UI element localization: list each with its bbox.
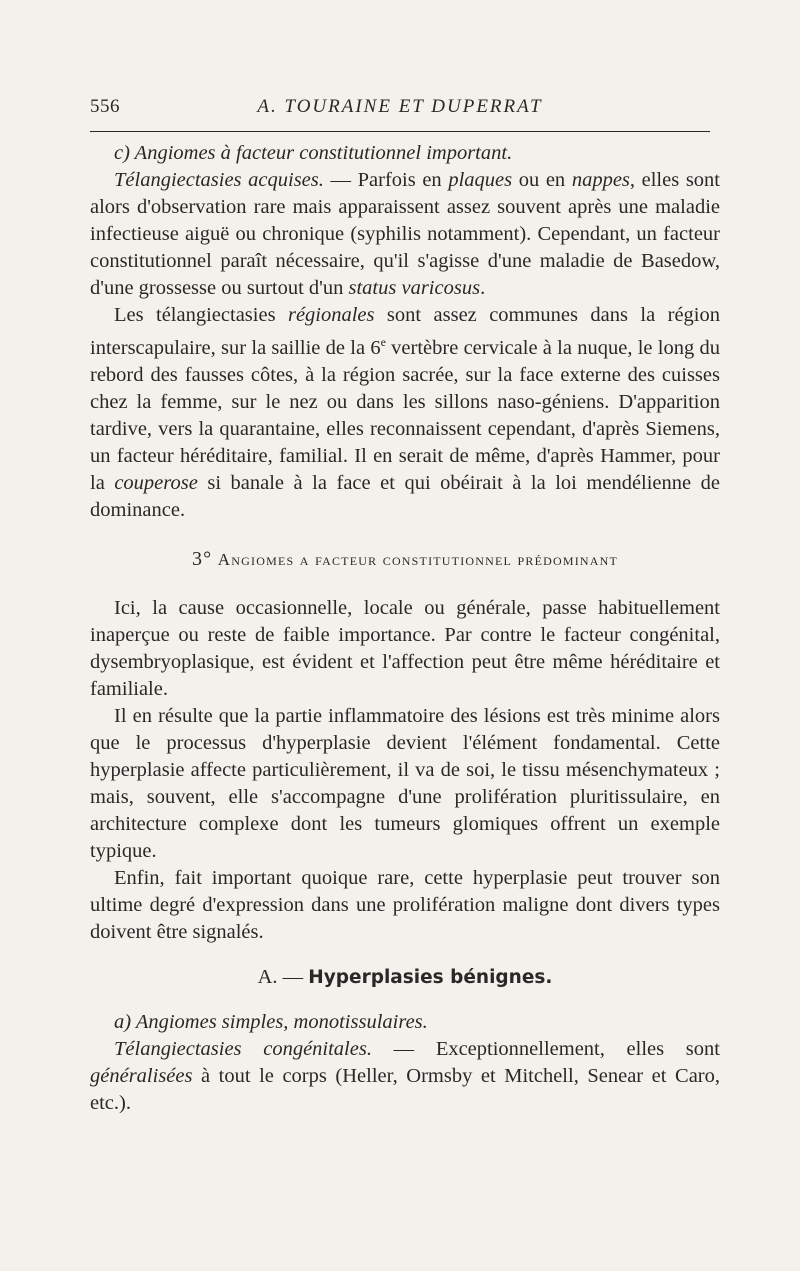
page-number: 556 <box>90 96 120 117</box>
subheading-a-text: a) Angiomes simples, monotissulaires. <box>114 1010 428 1033</box>
subheading-a <box>90 1009 720 1036</box>
section-heading-3 <box>90 546 720 573</box>
paragraph-telangiectasies-congenitales <box>90 1036 720 1117</box>
running-title: A. TOURAINE ET DUPERRAT <box>257 96 543 117</box>
term-status-varicosus: status varicosus <box>348 277 481 299</box>
term-plaques: plaques <box>448 169 513 191</box>
text-run: . <box>480 277 486 299</box>
text-run: sont assez communes dans la région interscapulaire, sur la saillie de la 6 <box>90 304 720 359</box>
paragraph-proliferation: Enfin, fait important quoique rare, cette hyperplasie peut trouver son ultime degré d'expression dans une prolifération maligne dont divers types doivent être signalés. <box>90 866 720 943</box>
paragraph-cause: Ici, la cause occasionnelle, locale ou générale, passe habituellement inaperçue ou reste de faible importance. Par contre le facteur congénital, dysembryoplasique, est évident et l'affection peut être même héréditaire et familiale. <box>90 596 720 700</box>
section-title: Angiomes a facteur constitutionnel prédominant <box>217 549 619 569</box>
text-run: si banale à la face et qui obéirait à la loi mendélienne de dominance. <box>90 471 721 521</box>
subsection-letter: A. — <box>257 965 309 988</box>
term-telangiectasies-acquises: Télangiectasies acquises. <box>114 169 324 191</box>
term-couperose: couperose <box>114 471 198 494</box>
section-number: 3° <box>191 547 213 570</box>
paragraph-telangiectasies-acquises <box>90 167 720 302</box>
subheading-c <box>90 140 720 167</box>
paragraph-telangiectasies-regionales <box>90 302 720 524</box>
text-run: à tout le corps (Heller, Ormsby et Mitchell, Senear et Caro, etc.). <box>90 1064 720 1114</box>
page-header <box>90 96 710 118</box>
term-telangiectasies-congenitales: Télangiectasies congénitales. <box>114 1037 372 1060</box>
subheading-c-text: c) Angiomes à facteur constitutionnel important. <box>114 142 513 164</box>
text-run: Les télangiectasies <box>114 304 288 326</box>
text-run: — Exceptionnellement, elles sont <box>371 1037 720 1060</box>
header-rule <box>90 131 710 132</box>
subsection-heading-a <box>90 964 720 991</box>
page-body <box>90 140 720 1117</box>
term-generalisees: généralisées <box>90 1064 193 1087</box>
text-run: ou en <box>512 169 572 191</box>
term-regionales: régionales <box>287 304 375 326</box>
text-run: — Parfois en <box>323 169 449 191</box>
term-nappes: nappes <box>571 169 630 191</box>
paragraph-hyperplasie: Il en résulte que la partie inflammatoire des lésions est très minime alors que le processus d'hyperplasie devient l'élément fondamental. Cette hyperplasie affecte particulièrement, il va de soi, le tissu mésenchymateux ; mais, souvent, elle s'accompagne d'une prolifération pluritissulaire, en architecture complexe dont les tumeurs glomiques offrent un exemple typique. <box>90 704 720 862</box>
superscript-e: e <box>380 335 386 349</box>
text-run: , elles sont alors d'observation rare mais apparaissent assez souvent après une maladie infectieuse aiguë ou chronique (syphilis notamment). Cependant, un facteur constitutionnel paraît nécessaire, qu'il s'agisse d'une maladie de Basedow, d'une grossesse ou surtout d'un <box>90 169 720 299</box>
text-run: vertèbre cervicale à la nuque, le long du rebord des fausses côtes, à la région sacrée, sur la face externe des cuisses chez la femme, sur le nez ou dans les sillons naso-géniens. D'apparition tardive, vers la quarantaine, elles reconnaissent cependant, d'après Siemens, un facteur héréditaire, familial. Il en serait de même, d'après Hammer, pour la <box>90 336 720 494</box>
subsection-title: Hyperplasies bénignes. <box>308 966 553 988</box>
